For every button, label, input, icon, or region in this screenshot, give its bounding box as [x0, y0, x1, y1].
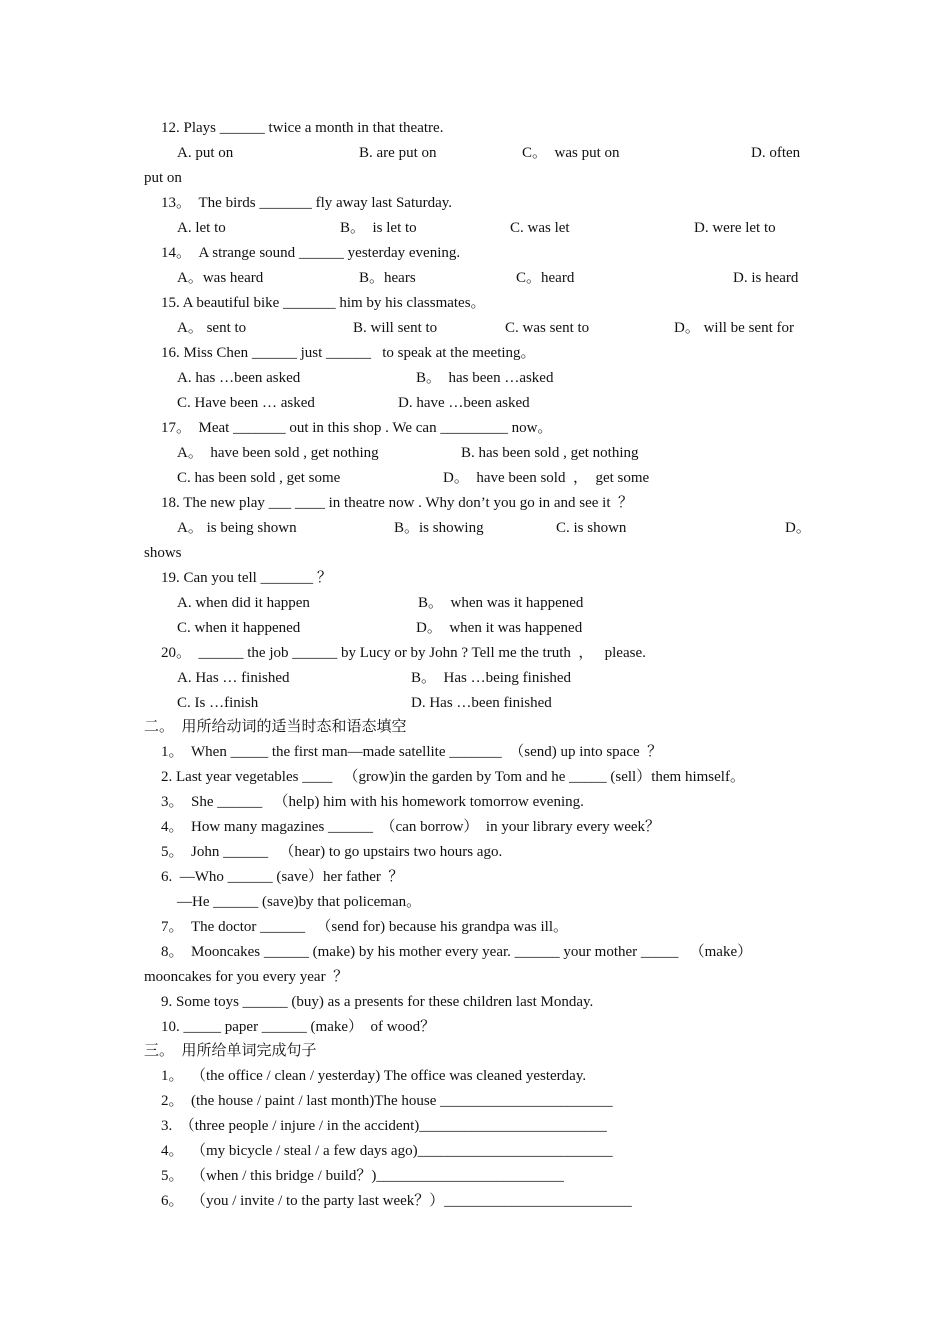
question-19-option-c: C. when it happened: [177, 620, 301, 636]
question-16-option-a: A. has …been asked: [177, 370, 301, 386]
question-12-option-c: C。 was put on: [522, 145, 620, 161]
section-3-item: 1。 （the office / clean / yesterday) The office was cleaned yesterday.: [161, 1068, 587, 1084]
question-19-stem: 19. Can you tell _______ ？: [161, 570, 332, 586]
question-20-option-b: B。 Has …being finished: [411, 670, 571, 686]
question-17-option-c: C. has been sold , get some: [177, 470, 341, 486]
question-13-option-a: A. let to: [177, 220, 226, 236]
question-12-stem: 12. Plays ______ twice a month in that theatre.: [161, 120, 444, 136]
question-13-option-c: C. was let: [510, 220, 570, 236]
section-2-item: 7。 The doctor ______ （send for) because his grandpa was ill。: [161, 919, 568, 935]
question-18-option-c: C. is shown: [556, 520, 627, 536]
section-2-item: 3。 She ______ （help) him with his homework tomorrow evening.: [161, 794, 584, 810]
question-20-option-d: D. Has …been finished: [411, 695, 552, 711]
section-3-item: 5。 （when / this bridge / build？)_________________________: [161, 1168, 564, 1184]
section-2-item: 1。 When _____ the first man—made satellite _______ （send) up into space ？: [161, 744, 663, 760]
question-20-option-c: C. Is …finish: [177, 695, 259, 711]
section-2-item: 5。 John ______ （hear) to go upstairs two hours ago.: [161, 844, 503, 860]
question-19-option-a: A. when did it happen: [177, 595, 310, 611]
question-16-option-b: B。 has been …asked: [416, 370, 554, 386]
question-13-option-b: B。 is let to: [340, 220, 417, 236]
section-2-item: mooncakes for you every year ？: [144, 969, 349, 985]
question-18-option-a: A。 is being shown: [177, 520, 297, 536]
question-17-option-b: B. has been sold , get nothing: [461, 445, 639, 461]
question-14-option-d: D. is heard: [733, 270, 799, 286]
question-12-option-b: B. are put on: [359, 145, 437, 161]
question-13-stem: 13。 The birds _______ fly away last Saturday.: [161, 195, 453, 211]
question-14-option-c: C。heard: [516, 270, 575, 286]
question-12-option-d-wrap: put on: [144, 170, 182, 186]
section-2-item: 9. Some toys ______ (buy) as a presents for these children last Monday.: [161, 994, 594, 1010]
question-12-option-a: A. put on: [177, 145, 234, 161]
section-3-item: 2。 (the house / paint / last month)The house _______________________: [161, 1093, 613, 1109]
question-15-option-c: C. was sent to: [505, 320, 590, 336]
question-13-option-d: D. were let to: [694, 220, 776, 236]
question-20-option-a: A. Has … finished: [177, 670, 290, 686]
question-19-option-d: D。 when it was happened: [416, 620, 583, 636]
question-15-option-a: A。 sent to: [177, 320, 247, 336]
section-3-item: 4。 （my bicycle / steal / a few days ago)__________________________: [161, 1143, 613, 1159]
question-15-option-b: B. will sent to: [353, 320, 438, 336]
question-17-stem: 17。 Meat _______ out in this shop . We can _________ now。: [161, 420, 553, 436]
question-15-stem: 15. A beautiful bike _______ him by his classmates。: [161, 295, 486, 311]
question-12-option-d: D. often: [751, 145, 801, 161]
section-3-heading: 三。 用所给单词完成句子: [144, 1043, 317, 1059]
question-18-stem: 18. The new play ___ ____ in theatre now . Why don’t you go in and see it ？: [161, 495, 634, 511]
question-16-option-c: C. Have been … asked: [177, 395, 315, 411]
question-17-option-a: A。 have been sold , get nothing: [177, 445, 379, 461]
section-2-item: 10. _____ paper ______ (make） of wood？: [161, 1019, 436, 1035]
question-14-stem: 14。 A strange sound ______ yesterday evening.: [161, 245, 461, 261]
question-18-option-b: B。is showing: [394, 520, 484, 536]
section-2-item: 2. Last year vegetables ____ （grow)in the garden by Tom and he _____ (sell）them himself。: [161, 769, 745, 785]
question-17-option-d: D。 have been sold ， get some: [443, 470, 650, 486]
question-14-option-a: A。was heard: [177, 270, 264, 286]
section-2-item: 8。 Mooncakes ______ (make) by his mother every year. ______ your mother _____ （make）: [161, 944, 753, 960]
question-16-stem: 16. Miss Chen ______ just ______ to speak at the meeting。: [161, 345, 536, 361]
question-19-option-b: B。 when was it happened: [418, 595, 584, 611]
question-16-option-d: D. have …been asked: [398, 395, 530, 411]
question-18-option-d-wrap: shows: [144, 545, 182, 561]
question-14-option-b: B。hears: [359, 270, 416, 286]
question-18-option-d: D。: [785, 520, 811, 536]
section-2-item: 4。 How many magazines ______ （can borrow） in your library every week？: [161, 819, 661, 835]
section-3-item: 6。 （you / invite / to the party last week？）_________________________: [161, 1193, 632, 1209]
section-2-item: 6. —Who ______ (save）her father ？: [161, 869, 404, 885]
question-20-stem: 20。 ______ the job ______ by Lucy or by John ? Tell me the truth ， please.: [161, 645, 646, 661]
section-2-item: —He ______ (save)by that policeman。: [177, 894, 422, 910]
section-3-item: 3. （three people / injure / in the accident)_________________________: [161, 1118, 607, 1134]
question-15-option-d: D。 will be sent for: [674, 320, 794, 336]
section-2-heading: 二。 用所给动词的适当时态和语态填空: [144, 719, 407, 735]
